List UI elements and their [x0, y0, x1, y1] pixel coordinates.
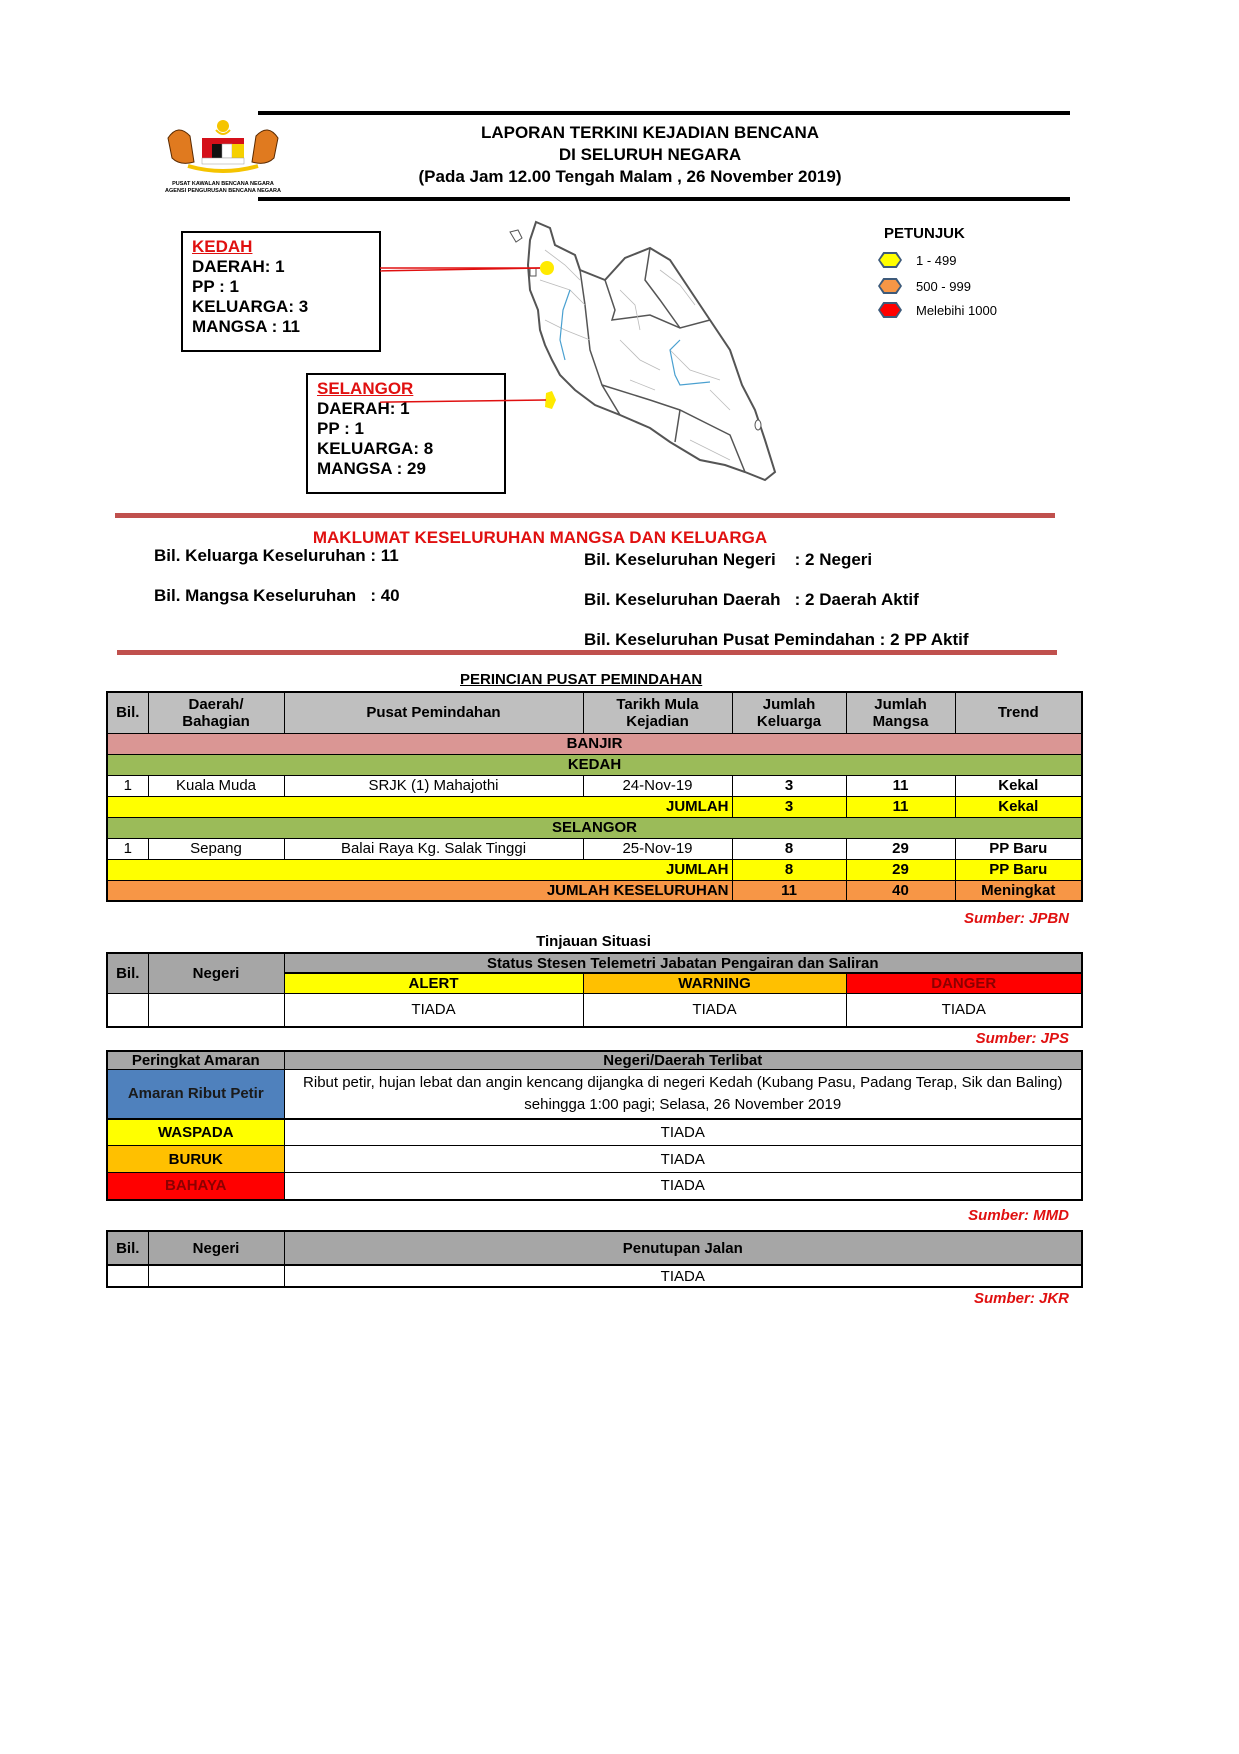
warning-row-waspada: [107, 1119, 1082, 1146]
header-bottom-rule: [258, 197, 1070, 201]
state-pp: PP : 1: [192, 277, 239, 296]
state-name: SELANGOR: [317, 379, 414, 398]
level-warning: WARNING: [583, 973, 846, 993]
warning-text: TIADA: [284, 1173, 1082, 1200]
state-label: SELANGOR: [107, 817, 1082, 838]
subtotal-row-selangor: [107, 859, 1082, 880]
pp-table-title: PERINCIAN PUSAT PEMINDAHAN: [460, 671, 703, 688]
header-top-rule: [258, 111, 1070, 115]
cell-daerah: Kuala Muda: [148, 775, 284, 796]
legend-title: PETUNJUK: [884, 225, 965, 242]
red-hexagon-icon: [878, 302, 902, 318]
state-keluarga: KELUARGA: 3: [192, 297, 309, 316]
level-label: BURUK: [107, 1146, 284, 1173]
report-date: (Pada Jam 12.00 Tengah Malam , 26 November 2019): [418, 167, 842, 186]
stat-negeri: Bil. Keseluruhan Negeri : 2 Negeri: [584, 550, 873, 569]
subtotal-mangsa: 29: [846, 859, 955, 880]
report-title: LAPORAN TERKINI KEJADIAN BENCANA: [480, 123, 820, 142]
subtotal-keluarga: 8: [732, 859, 846, 880]
stat-keluarga: Bil. Keluarga Keseluruhan : 11: [154, 546, 399, 565]
col-negeri: Negeri: [148, 953, 284, 993]
telemetry-title: Tinjauan Situasi: [536, 933, 651, 950]
grand-total-row: [107, 880, 1082, 901]
pp-table: [106, 691, 1083, 902]
coat-of-arms-icon: [158, 118, 288, 176]
legend-label: Melebihi 1000: [916, 302, 997, 318]
legend-label: 1 - 499: [916, 252, 957, 268]
cell-tarikh: 24-Nov-19: [583, 775, 732, 796]
pp-table-header: [107, 692, 1082, 733]
stat-mangsa: Bil. Mangsa Keseluruhan : 40: [154, 586, 400, 605]
warning-text: Ribut petir, hujan lebat dan angin kencang dijangka di negeri Kedah (Kubang Pasu, Padang Terap, Sik dan Baling) sehingga 1:00 pagi; Selasa, 26 November 2019: [284, 1070, 1082, 1119]
state-keluarga: KELUARGA: 8: [317, 439, 434, 458]
col-bil: Bil.: [107, 953, 148, 993]
yellow-hexagon-icon: [878, 252, 902, 268]
road-closure-table: [106, 1230, 1083, 1288]
peninsular-malaysia-map: [380, 210, 780, 490]
report-subtitle: DI SELURUH NEGARA: [558, 145, 742, 164]
subtotal-row-kedah: [107, 796, 1082, 817]
level-danger: DANGER: [846, 973, 1082, 993]
stat-daerah: Bil. Keseluruhan Daerah : 2 Daerah Aktif: [584, 590, 919, 609]
subtotal-label: JUMLAH: [107, 859, 732, 880]
cell-bil: 1: [107, 838, 148, 859]
telemetry-group-header: Status Stesen Telemetri Jabatan Pengairan dan Saliran: [284, 953, 1082, 973]
cell-bil: [107, 1265, 148, 1287]
level-alert: ALERT: [284, 973, 583, 993]
state-row-selangor: [107, 817, 1082, 838]
cell-daerah: Sepang: [148, 838, 284, 859]
level-label: Amaran Ribut Petir: [107, 1070, 284, 1119]
col-daerah: Daerah/ Bahagian: [148, 692, 284, 733]
legend-item-low: [878, 252, 956, 268]
table-row: [107, 775, 1082, 796]
warning-text: TIADA: [284, 1146, 1082, 1173]
subtotal-keluarga: 3: [732, 796, 846, 817]
state-pp: PP : 1: [317, 419, 364, 438]
cell-bil: 1: [107, 775, 148, 796]
subtotal-trend: Kekal: [955, 796, 1082, 817]
state-daerah: DAERAH: 1: [317, 399, 410, 418]
cell-trend: PP Baru: [955, 838, 1082, 859]
level-label: BAHAYA: [107, 1173, 284, 1200]
col-bil: Bil.: [107, 692, 148, 733]
cell-penutupan: TIADA: [284, 1265, 1082, 1287]
disaster-type: BANJIR: [107, 733, 1082, 754]
logo-caption-1: PUSAT KAWALAN BENCANA NEGARA: [172, 181, 274, 187]
col-pusat: Pusat Pemindahan: [284, 692, 583, 733]
subtotal-mangsa: 11: [846, 796, 955, 817]
coat-of-arms-logo: [158, 118, 288, 196]
source-jpbn: Sumber: JPBN: [963, 910, 1069, 927]
col-tarikh: Tarikh Mula Kejadian: [583, 692, 732, 733]
disaster-type-row: [107, 733, 1082, 754]
grand-total-mangsa: 40: [846, 880, 955, 901]
source-jps: Sumber: JPS: [975, 1030, 1069, 1047]
col-negeri: Negeri: [148, 1231, 284, 1265]
cell-alert: TIADA: [284, 993, 583, 1027]
source-mmd: Sumber: MMD: [968, 1207, 1069, 1224]
col-keluarga: Jumlah Keluarga: [732, 692, 846, 733]
col-trend: Trend: [955, 692, 1082, 733]
summary-title: MAKLUMAT KESELURUHAN MANGSA DAN KELUARGA: [312, 528, 768, 547]
cell-pusat: SRJK (1) Mahajothi: [284, 775, 583, 796]
table-row: [107, 838, 1082, 859]
cell-keluarga: 3: [732, 775, 846, 796]
subtotal-trend: PP Baru: [955, 859, 1082, 880]
legend-item-medium: [878, 278, 971, 294]
state-mangsa: MANGSA : 11: [192, 317, 301, 336]
stat-pusat-pemindahan: Bil. Keseluruhan Pusat Pemindahan : 2 PP Aktif: [584, 630, 969, 649]
warning-row-thunderstorm: [107, 1070, 1082, 1119]
logo-caption-2: AGENSI PENGURUSAN BENCANA NEGARA: [165, 188, 281, 194]
col-mangsa: Jumlah Mangsa: [846, 692, 955, 733]
state-name: KEDAH: [192, 237, 253, 256]
summary-top-rule: [115, 513, 1055, 518]
grand-total-keluarga: 11: [732, 880, 846, 901]
cell-mangsa: 29: [846, 838, 955, 859]
cell-pusat: Balai Raya Kg. Salak Tinggi: [284, 838, 583, 859]
cell-trend: Kekal: [955, 775, 1082, 796]
orange-hexagon-icon: [878, 278, 902, 294]
telemetry-table: [106, 952, 1083, 1028]
grand-total-label: JUMLAH KESELURUHAN: [107, 880, 732, 901]
col-bil: Bil.: [107, 1231, 148, 1265]
subtotal-label: JUMLAH: [107, 796, 732, 817]
summary-bottom-rule: [117, 650, 1057, 655]
cell-negeri: [148, 993, 284, 1027]
legend-label: 500 - 999: [916, 278, 971, 294]
table-row: [107, 993, 1082, 1027]
cell-tarikh: 25-Nov-19: [583, 838, 732, 859]
state-row-kedah: [107, 754, 1082, 775]
warnings-table: [106, 1050, 1083, 1201]
cell-danger: TIADA: [846, 993, 1082, 1027]
warning-row-bahaya: [107, 1173, 1082, 1200]
table-row: [107, 1265, 1082, 1287]
source-jkr: Sumber: JKR: [973, 1290, 1069, 1307]
col-peringkat-amaran: Peringkat Amaran: [107, 1051, 284, 1070]
state-box-kedah: [181, 231, 381, 352]
grand-total-trend: Meningkat: [955, 880, 1082, 901]
col-penutupan-jalan: Penutupan Jalan: [284, 1231, 1082, 1265]
cell-mangsa: 11: [846, 775, 955, 796]
warning-row-buruk: [107, 1146, 1082, 1173]
state-daerah: DAERAH: 1: [192, 257, 285, 276]
cell-warning: TIADA: [583, 993, 846, 1027]
cell-bil: [107, 993, 148, 1027]
cell-negeri: [148, 1265, 284, 1287]
col-negeri-daerah: Negeri/Daerah Terlibat: [284, 1051, 1082, 1070]
warning-text: TIADA: [284, 1119, 1082, 1146]
state-mangsa: MANGSA : 29: [317, 459, 426, 478]
legend-item-high: [878, 302, 997, 318]
level-label: WASPADA: [107, 1119, 284, 1146]
cell-keluarga: 8: [732, 838, 846, 859]
state-label: KEDAH: [107, 754, 1082, 775]
